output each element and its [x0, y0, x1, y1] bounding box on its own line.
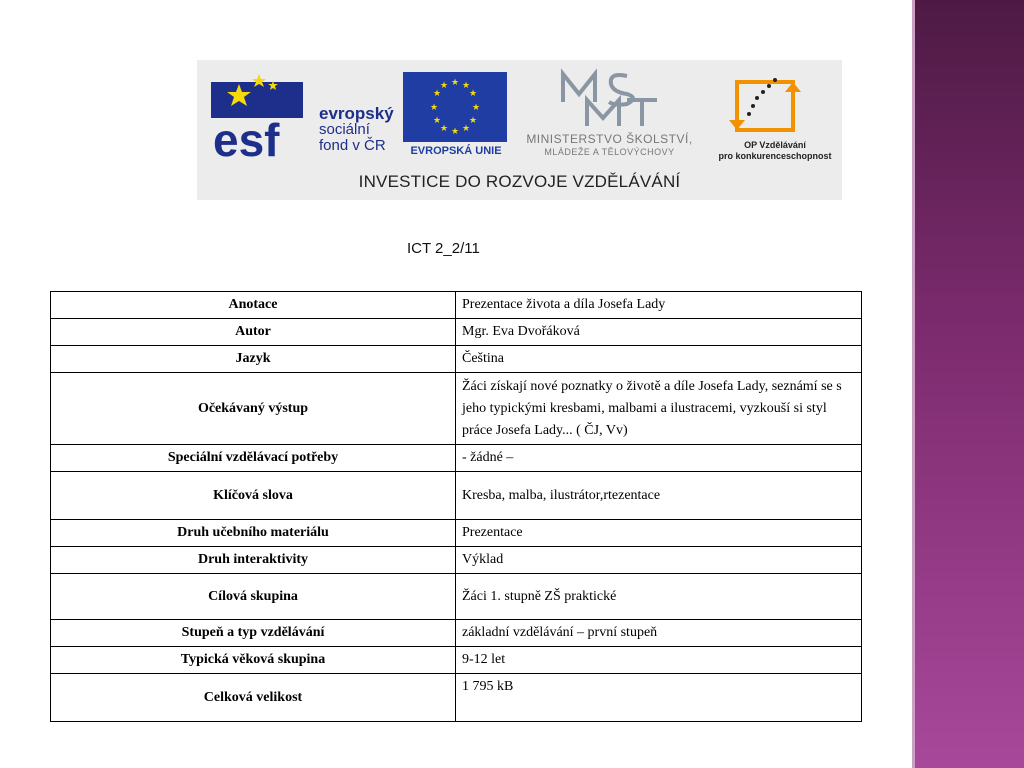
- svg-text:★: ★: [450, 78, 460, 88]
- msmt-text: [517, 133, 702, 159]
- eu-label: EVROPSKÁ UNIE: [410, 145, 502, 157]
- row-key: Stupeň a typ vzdělávání: [51, 620, 456, 647]
- svg-text:★: ★: [432, 89, 442, 99]
- eu-stars-icon: [403, 72, 507, 142]
- table-row: [51, 520, 862, 547]
- row-value: Kresba, malba, ilustrátor,rtezentace: [456, 472, 862, 520]
- svg-text:★: ★: [450, 127, 460, 137]
- row-key: Jazyk: [51, 346, 456, 373]
- esf-line-2: sociální: [319, 121, 370, 138]
- table-row: [51, 647, 862, 674]
- op-logo: [727, 68, 807, 136]
- op-line-2: pro konkurenceschopnost: [718, 151, 832, 161]
- row-value: Výklad: [456, 547, 862, 574]
- row-key: Speciální vzdělávací potřeby: [51, 445, 456, 472]
- table-row: [51, 472, 862, 520]
- row-value: Čeština: [456, 346, 862, 373]
- row-key: Druh učebního materiálu: [51, 520, 456, 547]
- table-row: [51, 292, 862, 319]
- row-key: Autor: [51, 319, 456, 346]
- op-line-1: OP Vzdělávání: [744, 140, 806, 150]
- table-row: [51, 674, 862, 722]
- row-key: Druh interaktivity: [51, 547, 456, 574]
- svg-text:★: ★: [461, 81, 471, 91]
- row-value: Prezentace života a díla Josefa Lady: [456, 292, 862, 319]
- svg-text:★: ★: [461, 124, 471, 134]
- esf-text: [319, 106, 394, 154]
- svg-text:★: ★: [439, 81, 449, 91]
- svg-text:★: ★: [471, 103, 481, 113]
- table-row: [51, 620, 862, 647]
- logo-banner: [197, 60, 842, 200]
- svg-text:★: ★: [429, 103, 439, 113]
- svg-text:esf: esf: [213, 114, 280, 160]
- esf-line-3: fond v ČR: [319, 137, 386, 154]
- document-code: ICT 2_2/11: [407, 240, 480, 257]
- svg-text:★: ★: [468, 116, 478, 126]
- row-key: Typická věková skupina: [51, 647, 456, 674]
- row-key: Cílová skupina: [51, 574, 456, 620]
- row-value: 1 795 kB: [456, 674, 862, 722]
- msmt-logo: [557, 68, 667, 128]
- row-key: Celková velikost: [51, 674, 456, 722]
- eu-flag: [403, 72, 507, 142]
- row-value: - žádné –: [456, 445, 862, 472]
- row-key: Očekávaný výstup: [51, 373, 456, 445]
- msmt-line-2: MLÁDEŽE A TĚLOVÝCHOVY: [544, 147, 675, 157]
- op-text: [705, 140, 845, 162]
- msmt-line-1: MINISTERSTVO ŠKOLSTVÍ,: [526, 132, 693, 146]
- investice-heading: INVESTICE DO ROZVOJE VZDĚLÁVÁNÍ: [358, 172, 681, 191]
- row-key: Klíčová slova: [51, 472, 456, 520]
- table-row: [51, 445, 862, 472]
- table-row: [51, 346, 862, 373]
- row-value: Žáci 1. stupně ZŠ praktické: [456, 574, 862, 620]
- row-value: Mgr. Eva Dvořáková: [456, 319, 862, 346]
- esf-line-1: evropský: [319, 104, 394, 123]
- svg-text:★: ★: [439, 124, 449, 134]
- row-value: Prezentace: [456, 520, 862, 547]
- row-value: základní vzdělávání – první stupeň: [456, 620, 862, 647]
- esf-logo: [211, 70, 311, 160]
- metadata-table: [50, 291, 862, 722]
- row-value: 9-12 let: [456, 647, 862, 674]
- table-row: [51, 319, 862, 346]
- row-key: Anotace: [51, 292, 456, 319]
- table-row: [51, 547, 862, 574]
- svg-text:★: ★: [432, 116, 442, 126]
- decorative-sidebar: [912, 0, 1024, 768]
- table-row: [51, 373, 862, 445]
- svg-text:★: ★: [468, 89, 478, 99]
- row-value: Žáci získají nové poznatky o životě a díle Josefa Lady, seznámí se s jeho typickými kresbami, malbami a ilustracemi, vyzkouší si styl práce Josefa Lady... ( ČJ, Vv): [456, 373, 862, 445]
- table-row: [51, 574, 862, 620]
- sidebar-stripe: [912, 0, 915, 768]
